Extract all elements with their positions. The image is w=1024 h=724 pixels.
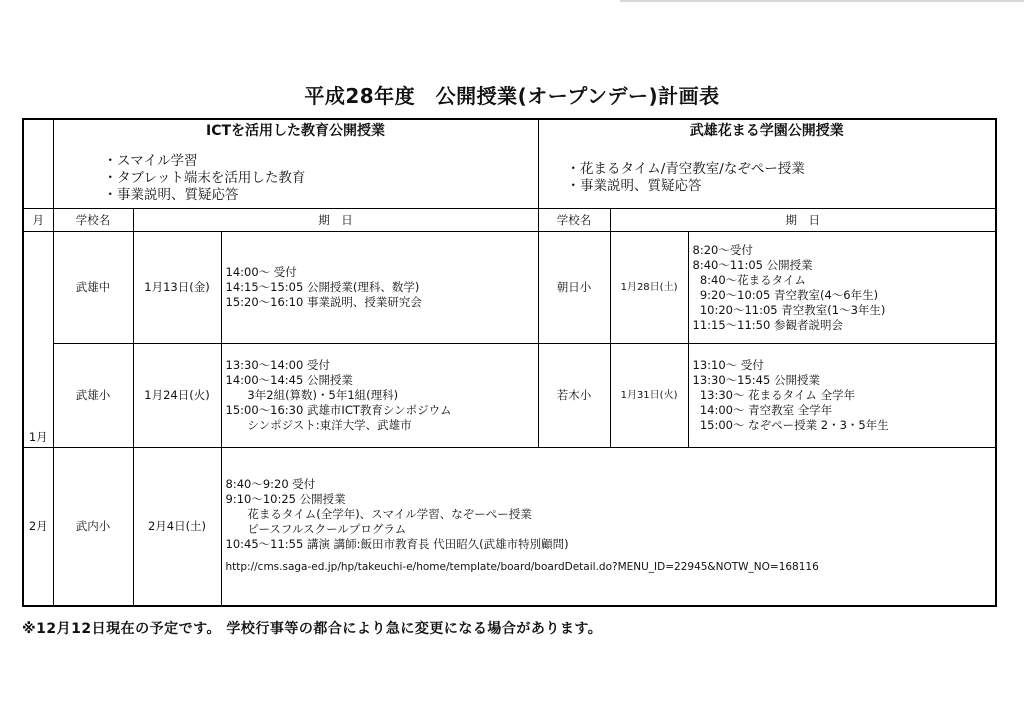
month-cell-jan: 1月 — [23, 232, 53, 448]
date-cell: 1月28日(土) — [610, 232, 688, 344]
right-header-title: 武雄花まる学園公開授業 — [689, 123, 844, 139]
scan-artifact — [620, 0, 1024, 2]
left-bullet: ・事業説明、質疑応答 — [103, 187, 239, 203]
school-name: 若木小 — [538, 344, 610, 448]
feb-detail-cell — [221, 448, 996, 606]
school-name: 武雄小 — [53, 344, 133, 448]
event-detail: 13:30～14:00 受付 14:00～14:45 公開授業 3年2組(算数)・5年1組(理科) 15:00～16:30 武雄市ICT教育シンポジウム シンポジスト:東洋大学、武雄市 — [221, 344, 538, 448]
left-bullet: ・スマイル学習 — [103, 153, 198, 169]
left-bullet: ・タブレット端末を活用した教育 — [103, 170, 306, 186]
school-name: 武雄中 — [53, 232, 133, 344]
col-school-right: 学校名 — [538, 209, 610, 232]
footnote: ※12月12日現在の予定です。 学校行事等の都合により急に変更になる場合があります。 — [22, 621, 603, 637]
header-blank-cell — [23, 119, 53, 209]
table-row — [23, 344, 996, 448]
right-header-cell — [538, 119, 996, 209]
left-header-bullets — [104, 153, 538, 204]
right-bullet: ・事業説明、質疑応答 — [566, 178, 702, 194]
left-header-title: ICTを活用した教育公開授業 — [205, 123, 386, 139]
date-cell: 1月13日(金) — [133, 232, 221, 344]
schedule-table — [22, 118, 997, 607]
right-bullet: ・花まるタイム/青空教室/なぞぺー授業 — [566, 161, 805, 177]
date-cell: 2月4日(土) — [133, 448, 221, 606]
reference-url[interactable]: http://cms.saga-ed.jp/hp/takeuchi-e/home/template/board/boardDetail.do?MENU_ID=22945&NOTW_NO=168116 — [225, 561, 819, 574]
right-header-bullets — [567, 161, 996, 195]
page-title: 平成28年度 公開授業(オープンデー)計画表 — [304, 84, 720, 108]
table-row — [23, 232, 996, 344]
col-date-left: 期 日 — [133, 209, 538, 232]
col-month: 月 — [23, 209, 53, 232]
table-row — [23, 448, 996, 606]
event-detail: 13:10～ 受付 13:30～15:45 公開授業 13:30～ 花まるタイム 全学年 14:00～ 青空教室 全学年 15:00～ なぞぺー授業 2・3・5年生 — [688, 344, 996, 448]
event-detail: 14:00～ 受付 14:15～15:05 公開授業(理科、数学) 15:20～16:10 事業説明、授業研究会 — [221, 232, 538, 344]
col-school-left: 学校名 — [53, 209, 133, 232]
school-name: 朝日小 — [538, 232, 610, 344]
col-date-right: 期 日 — [610, 209, 996, 232]
date-cell: 1月31日(火) — [610, 344, 688, 448]
date-cell: 1月24日(火) — [133, 344, 221, 448]
school-name: 武内小 — [53, 448, 133, 606]
header-row — [23, 119, 996, 209]
column-header-row — [23, 209, 996, 232]
left-header-cell — [53, 119, 538, 209]
event-detail: 8:40～9:20 受付 9:10～10:25 公開授業 花まるタイム(全学年)、スマイル学習、なぞーぺー授業 ピースフルスクールプログラム 10:45～11:55 講演 講師:飯田市教育長 代田昭久(武雄市特別顧問) — [225, 477, 569, 552]
event-detail: 8:20～受付 8:40～11:05 公開授業 8:40～花まるタイム 9:20～10:05 青空教室(4～6年生) 10:20～11:05 青空教室(1～3年生) 11:15～11:50 参観者説明会 — [688, 232, 996, 344]
month-cell-feb: 2月 — [23, 448, 53, 606]
